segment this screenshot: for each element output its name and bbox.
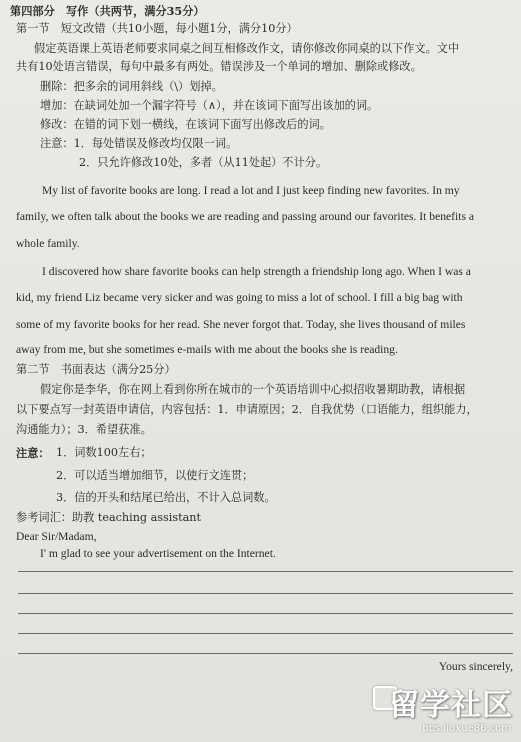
writing-line [18,653,513,654]
watermark [365,680,515,736]
section2-title: 第二节 书面表达（满分25分） [16,363,176,376]
watermark-brand: 留学社区 [389,688,513,723]
instruction-line: 假定英语课上英语老师要求同桌之间互相修改作文，请你修改你同桌的以下作文。文中 [34,42,460,55]
section1-title: 第一节 短文改错（共10小题，每小题1分，满分10分） [16,22,298,35]
note-line: 1．词数100左右； [56,446,152,459]
writing-line [18,613,513,614]
passage-line: whole family. [16,237,80,250]
note-line: 3．信的开头和结尾已给出，不计入总词数。 [56,491,276,504]
prompt-line: 沟通能力）；3．希望获准。 [16,423,152,436]
prompt-line: 假定你是李华，你在网上看到你所在城市的一个英语培训中心拟招收暑期助教，请根据 [40,383,466,396]
instruction-line: 删除：把多余的词用斜线（\）划掉。 [40,80,223,93]
instruction-line: 修改：在错的词下划一横线，在该词下面写出修改后的词。 [40,118,331,131]
passage-line: I discovered how share favorite books can help strength a friendship long ago. When I was a [42,265,471,278]
writing-line [18,593,513,594]
passage-line: some of my favorite books for her read. She never forgot that. Today, she lives thousand of miles [16,318,466,331]
passage-line: family, we often talk about the books we are reading and passing around our favorites. It benefits a [16,210,475,223]
instruction-line: 注意：1．每处错误及修改均仅限一词。 [40,137,238,150]
part-title: 第四部分 写作（共两节，满分35分） [10,4,205,18]
letter-opening: I' m glad to see your advertisement on the Internet. [40,547,276,560]
letter-closing: Yours sincerely, [438,660,513,673]
notes-label: 注意： [16,446,50,460]
instruction-line: 2．只允许修改10处，多者（从11处起）不计分。 [79,156,328,169]
prompt-line: 以下要点写一封英语申请信，内容包括：1．申请原因；2．自我优势（口语能力，组织能力， [16,403,478,416]
instruction-line: 共有10处语言错误，每句中最多有两处。错误涉及一个单词的增加、删除或修改。 [16,60,422,73]
instruction-line: 增加：在缺词处加一个漏字符号（∧），并在该词下面写出该加的词。 [40,99,379,112]
writing-line [18,571,513,572]
passage-line: away from me, but she sometimes e-mails with me about the books she is reading. [16,343,398,356]
note-line: 2．可以适当增加细节，以使行文连贯； [56,469,254,482]
letter-greeting: Dear Sir/Madam, [16,530,97,543]
watermark-url: bbs.liuxue86.com [422,723,511,734]
vocab-line: 参考词汇：助教 teaching assistant [16,511,201,524]
passage-line: kid, my friend Liz became very sicker and was going to miss a lot of school. I fill a big bag with [16,291,463,304]
passage-line: My list of favorite books are long. I read a lot and I just keep finding new favorites. In my [42,184,460,197]
writing-line [18,633,513,634]
